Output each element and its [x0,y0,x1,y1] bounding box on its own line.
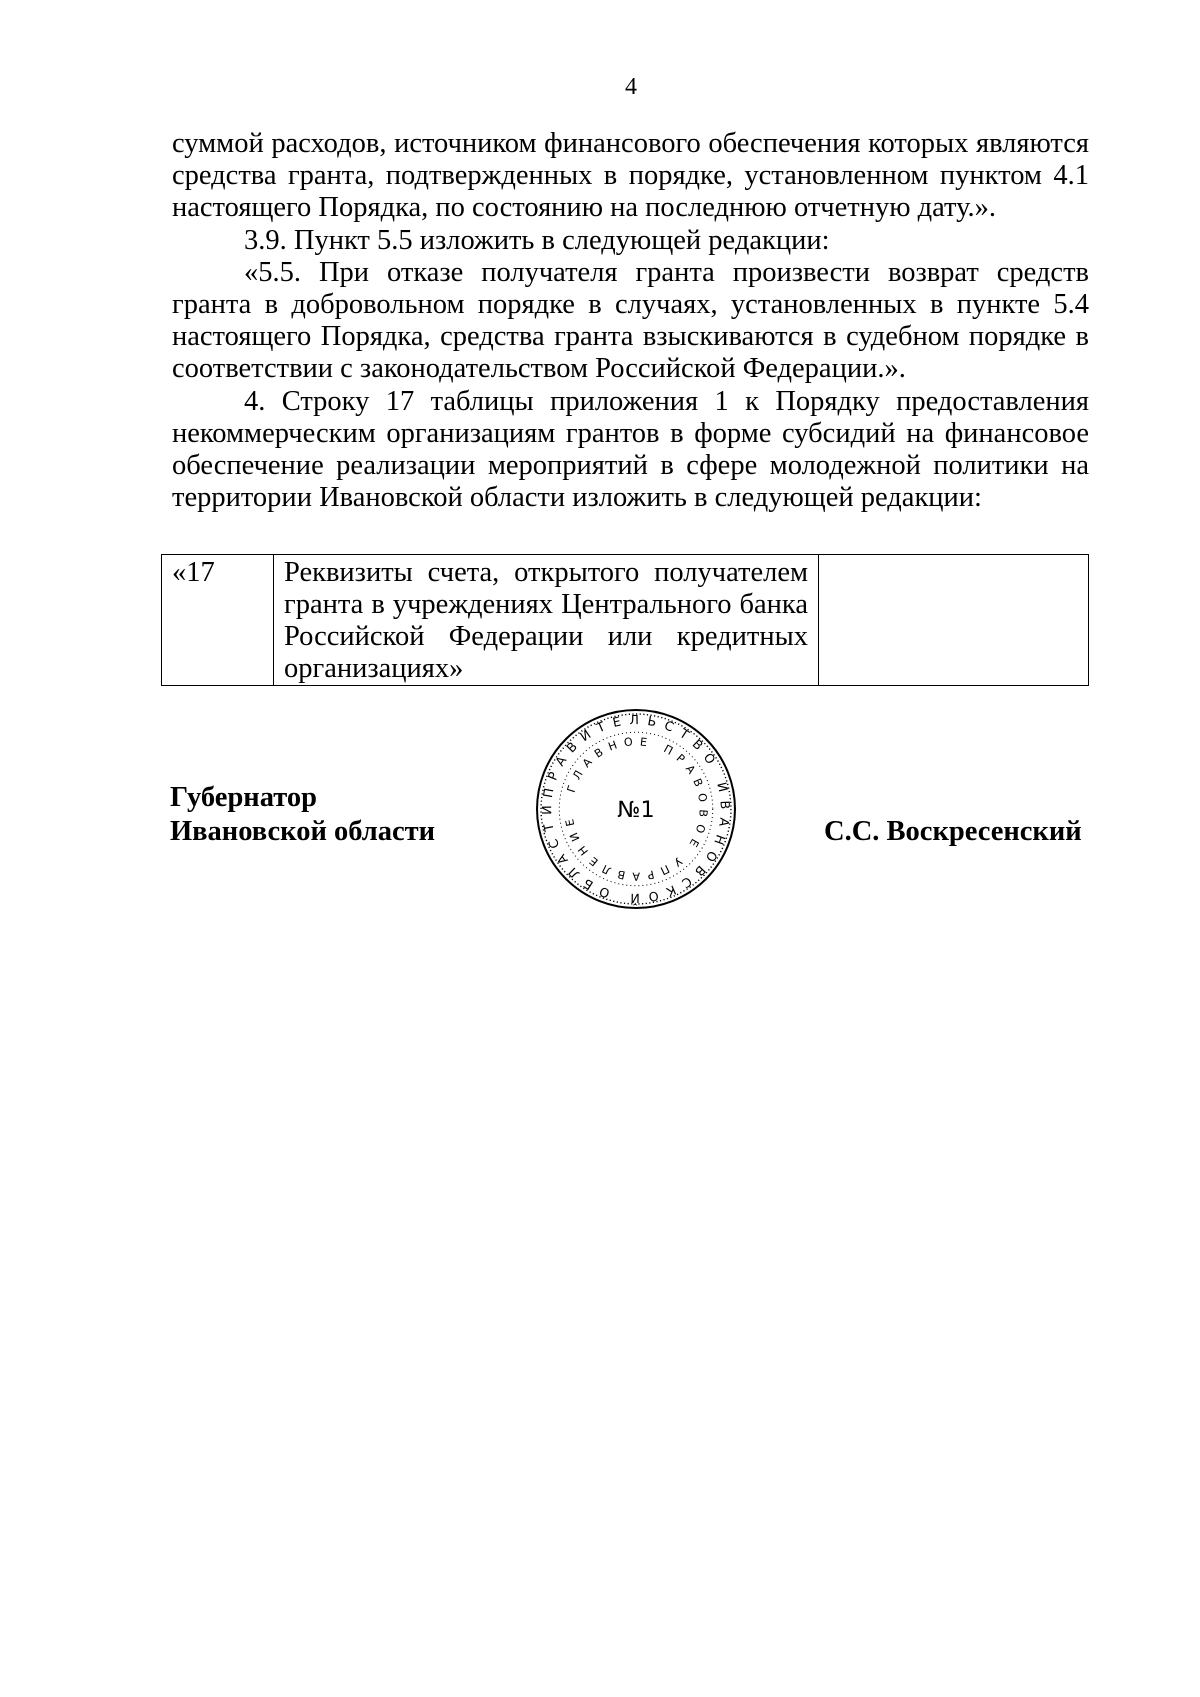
paragraph-5-5: «5.5. При отказе получателя гранта произвести возврат средств гранта в добровольном порядке в случаях, установленных в пункте 5.4 настоящего Порядка, средства гранта взыскиваются в судебном порядке в соответствии с законодательством Российской Федерации.». [172,256,1089,385]
page-number: 4 [625,74,637,100]
paragraph-continuation: суммой расходов, источником финансового обеспечения которых являются средства гранта, подтвержденных в порядке, установленном пунктом 4.1 настоящего Порядка, по состоянию на последнюю отчетную дату.». [172,128,1089,224]
paragraph-4: 4. Строку 17 таблицы приложения 1 к Порядку предоставления некоммерческим организациям грантов в форме субсидий на финансовое обеспечение реализации мероприятий в сфере молодежной политики на территории Ивановской области изложить в следующей редакции: [172,385,1089,514]
position-region: Ивановской области [170,816,436,847]
official-seal [535,708,737,910]
signatory-name: С.С. Воскресенский [824,816,1082,847]
seal-outer-text: ПРАВИТЕЛЬСТВО ИВАНОВСКОЙ ОБЛАСТИ [539,712,733,906]
signatory-position [170,781,435,849]
paragraph-3-9: 3.9. Пункт 5.5 изложить в следующей редакции: [244,224,830,256]
amendment-table [161,554,1089,686]
position-title: Губернатор [170,782,317,813]
seal-number: №1 [617,797,655,824]
row-number-cell: «17 [162,555,274,686]
value-cell [819,555,1089,686]
seal-inner-text: ГЛАВНОЕ ПРАВОВОЕ УПРАВЛЕНИЕ [563,735,710,883]
description-cell: Реквизиты счета, открытого получателем гранта в учреждениях Центрального банка Российской Федерации или кредитных организациях» [274,555,819,686]
document-body [172,128,1089,514]
table-row [162,555,1089,686]
